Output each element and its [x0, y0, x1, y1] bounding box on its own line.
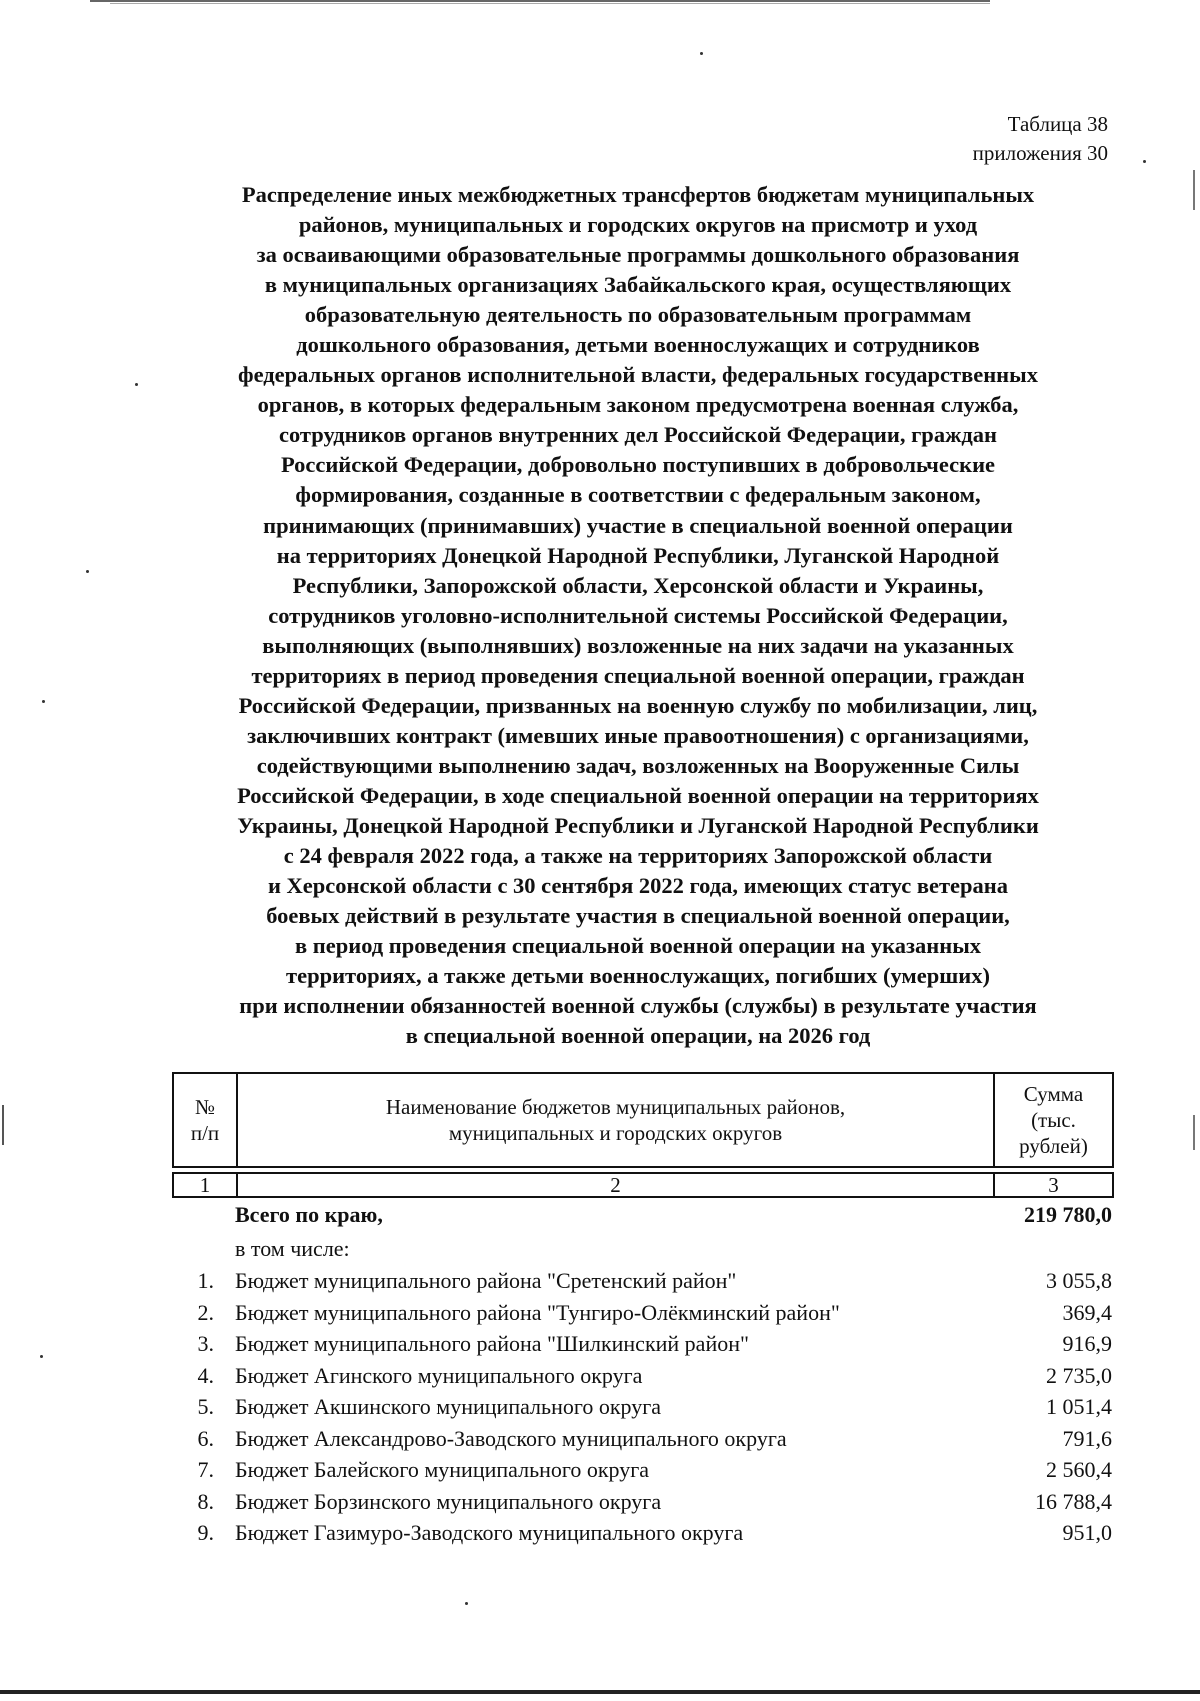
title-line: заключивших контракт (имевших иные правоотношения) с организациями,	[247, 722, 1029, 748]
title-line: Распределение иных межбюджетных трансфертов бюджетам муниципальных	[241, 182, 1035, 207]
title-line: территориях, а также детьми военнослужащих, погибших (умерших)	[286, 963, 990, 989]
title-line: Республики, Запорожской области, Херсонской области и Украины,	[292, 572, 984, 598]
header-name-line-2: муниципальных и городских округов	[448, 1121, 783, 1145]
title-line: Украины, Донецкой Народной Республики и Луганской Народной Республики	[237, 812, 1039, 838]
scan-artifact-right-mark-2	[1193, 1115, 1195, 1150]
scan-speck	[135, 383, 138, 386]
scan-speck	[1143, 160, 1146, 163]
table-reference	[973, 110, 1108, 168]
row-amount: 369,4	[1062, 1299, 1112, 1325]
row-budget-name: Бюджет муниципального района "Тунгиро-Олёкминский район"	[235, 1299, 840, 1325]
scan-speck	[42, 700, 45, 703]
title-line: органов, в которых федеральным законом предусмотрена военная служба,	[257, 392, 1019, 418]
table-row	[172, 1363, 1114, 1395]
title-line: в специальной военной операции, на 2026 год	[405, 1023, 871, 1049]
row-amount: 916,9	[1062, 1331, 1112, 1356]
row-amount: 1 051,4	[1046, 1394, 1112, 1419]
document-title	[160, 180, 1116, 1051]
including-row	[172, 1236, 1114, 1268]
row-budget-name: Бюджет Акшинского муниципального округа	[235, 1394, 662, 1419]
row-budget-name: Бюджет Агинского муниципального округа	[235, 1362, 643, 1388]
row-number: 8.	[197, 1488, 214, 1514]
row-amount: 16 788,4	[1035, 1488, 1112, 1514]
title-line: сотрудников уголовно-исполнительной системы Российской Федерации,	[268, 602, 1008, 628]
title-line: с 24 февраля 2022 года, а также на территориях Запорожской области	[283, 843, 993, 869]
total-row	[172, 1202, 1114, 1236]
title-line: и Херсонской области с 30 сентября 2022 года, имеющих статус ветерана	[267, 873, 1009, 899]
row-number: 2.	[197, 1299, 214, 1325]
scan-speck	[86, 570, 89, 573]
table-row	[172, 1457, 1114, 1489]
row-number: 1.	[197, 1268, 214, 1293]
row-number: 6.	[197, 1425, 214, 1451]
header-number-abbr: п/п	[190, 1121, 220, 1145]
table-body	[172, 1202, 1114, 1552]
title-line: содействующими выполнению задач, возложенных на Вооруженные Силы	[256, 752, 1020, 778]
table-row	[172, 1394, 1114, 1426]
table-row	[172, 1520, 1114, 1552]
table-row	[172, 1489, 1114, 1521]
title-line: образовательную деятельность по образовательным программам	[304, 302, 972, 328]
title-line: Российской Федерации, в ходе специальной военной операции на территориях	[237, 782, 1039, 808]
row-number: 7.	[197, 1457, 214, 1482]
row-amount: 3 055,8	[1046, 1268, 1112, 1293]
title-line: Российской Федерации, призванных на военную службу по мобилизации, лиц,	[238, 692, 1038, 718]
title-line: в муниципальных организациях Забайкальского края, осуществляющих	[264, 272, 1012, 298]
header-sum-line-3: рублей)	[1019, 1134, 1088, 1158]
title-line: районов, муниципальных и городских округов на присмотр и уход	[298, 212, 978, 238]
title-line: при исполнении обязанностей военной службы (службы) в результате участия	[239, 993, 1037, 1019]
table-row	[172, 1426, 1114, 1458]
title-line: боевых действий в результате участия в специальной военной операции,	[266, 903, 1010, 929]
table-row	[172, 1331, 1114, 1363]
row-amount: 2 560,4	[1046, 1457, 1112, 1482]
header-sum-line-1: Сумма	[1023, 1082, 1084, 1106]
table-number-label: Таблица 38	[1007, 112, 1108, 136]
column-number-cell: 3	[994, 1173, 1113, 1197]
scan-speck	[465, 1602, 468, 1605]
scan-artifact-bottom-edge	[0, 1690, 1200, 1694]
title-line: формирования, созданные в соответствии с федеральным законом,	[295, 482, 981, 508]
table-header-row	[173, 1073, 1113, 1167]
row-number: 9.	[197, 1520, 214, 1545]
title-line: в период проведения специальной военной операции на указанных	[294, 933, 982, 959]
including-label: в том числе:	[235, 1236, 350, 1261]
header-sum-line-2: (тыс.	[1031, 1108, 1076, 1132]
title-line: за осваивающими образовательные программы дошкольного образования	[256, 242, 1020, 268]
scan-artifact-right-mark	[1193, 170, 1195, 210]
row-number: 5.	[197, 1394, 214, 1419]
row-budget-name: Бюджет Александрово-Заводского муниципального округа	[235, 1425, 787, 1451]
title-line: на территориях Донецкой Народной Республики, Луганской Народной	[276, 542, 1000, 568]
header-number-symbol: №	[194, 1095, 216, 1119]
title-line: дошкольного образования, детьми военнослужащих и сотрудников	[296, 332, 980, 358]
title-line: Российской Федерации, добровольно поступивших в добровольческие	[280, 452, 996, 478]
title-line: территориях в период проведения специальной военной операции, граждан	[251, 662, 1025, 688]
row-budget-name: Бюджет Борзинского муниципального округа	[235, 1488, 662, 1514]
scan-speck	[40, 1355, 43, 1358]
column-number-row	[173, 1173, 1113, 1197]
header-cell-sum	[994, 1073, 1113, 1167]
title-line: сотрудников органов внутренних дел Российской Федерации, граждан	[278, 422, 997, 448]
row-budget-name: Бюджет Газимуро-Заводского муниципального округа	[235, 1520, 744, 1545]
title-line: принимающих (принимавших) участие в специальной военной операции	[263, 512, 1013, 538]
row-number: 3.	[197, 1331, 214, 1356]
title-line: выполняющих (выполнявших) возложенные на них задачи на указанных	[262, 632, 1014, 658]
table-row	[172, 1300, 1114, 1332]
header-name-line-1: Наименование бюджетов муниципальных районов,	[385, 1095, 846, 1119]
scan-artifact-top-line-2	[110, 3, 990, 4]
header-cell-number	[173, 1073, 237, 1167]
column-number-cell: 1	[173, 1173, 237, 1197]
total-label: Всего по краю,	[235, 1202, 383, 1227]
row-number: 4.	[197, 1362, 214, 1388]
appendix-number-label: приложения 30	[972, 141, 1108, 165]
title-line: федеральных органов исполнительной власти, федеральных государственных	[238, 362, 1038, 388]
scan-artifact-top-line	[90, 0, 990, 2]
total-value: 219 780,0	[1024, 1202, 1112, 1227]
table-row	[172, 1268, 1114, 1300]
row-budget-name: Бюджет муниципального района "Шилкинский район"	[235, 1331, 749, 1356]
column-number-cell: 2	[237, 1173, 994, 1197]
scan-speck	[700, 52, 703, 55]
row-budget-name: Бюджет муниципального района "Сретенский район"	[235, 1268, 737, 1293]
row-budget-name: Бюджет Балейского муниципального округа	[235, 1457, 650, 1482]
table-header	[172, 1072, 1114, 1198]
header-cell-name	[237, 1073, 994, 1167]
scan-artifact-left-mark	[2, 1105, 4, 1145]
row-amount: 791,6	[1062, 1425, 1112, 1451]
row-amount: 2 735,0	[1046, 1362, 1112, 1388]
row-amount: 951,0	[1062, 1520, 1112, 1545]
